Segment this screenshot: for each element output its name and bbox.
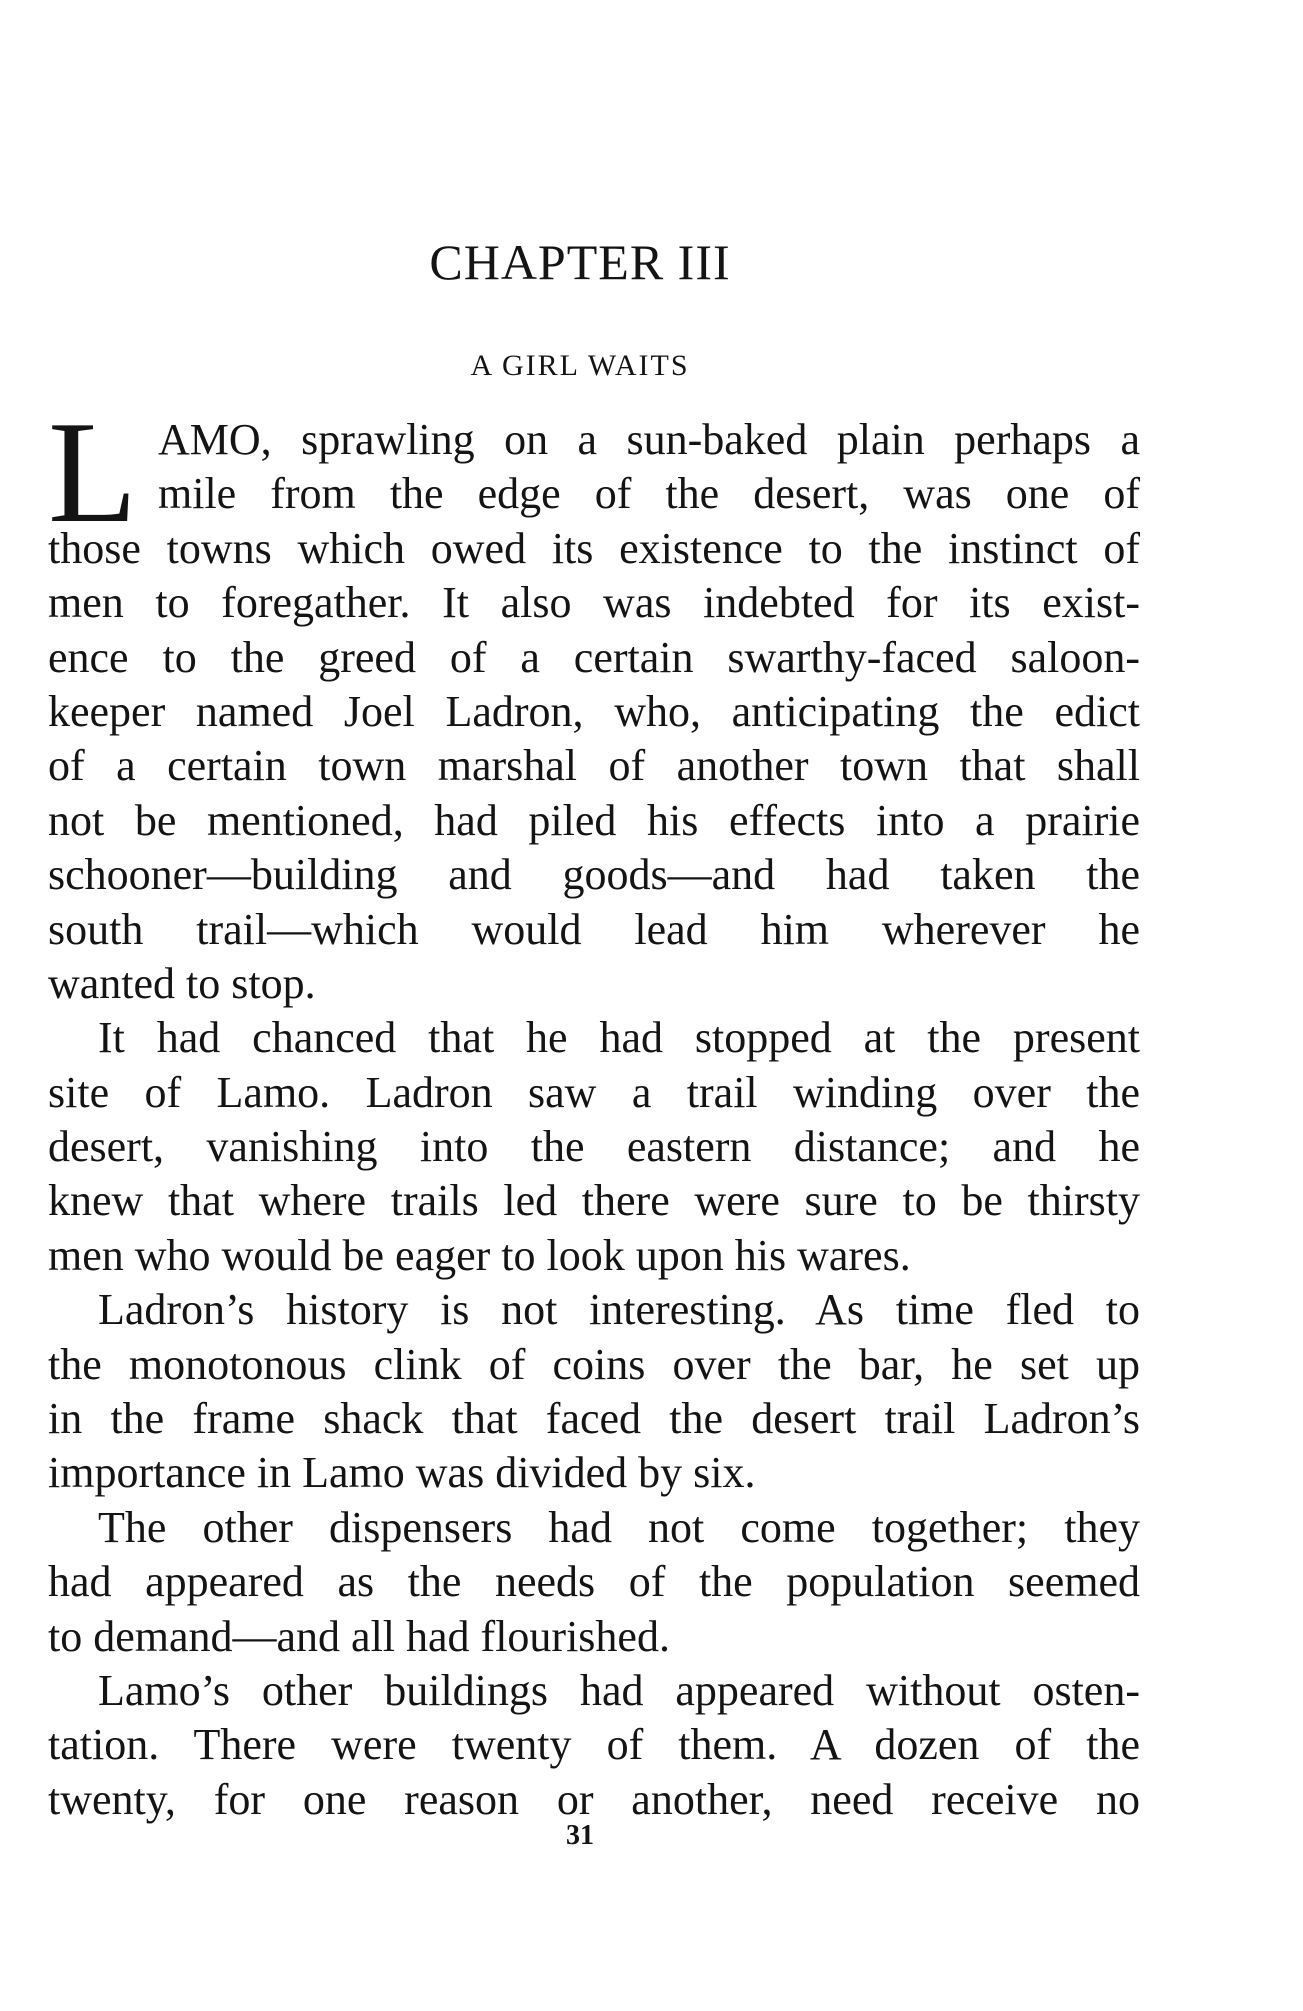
text-line: schooner—building and goods—and had taken the — [48, 850, 1140, 900]
text-line: site of Lamo. Ladron saw a trail winding over the — [48, 1067, 1140, 1117]
text-line: south trail—which would lead him wherever he — [48, 904, 1140, 954]
text-line: wanted to stop. — [48, 958, 316, 1008]
text-line: men to foregather. It also was indebted for its exist- — [48, 578, 1140, 628]
text-line: tation. There were twenty of them. A dozen of the — [48, 1720, 1140, 1770]
text-line: ence to the greed of a certain swarthy-faced saloon- — [48, 632, 1140, 682]
body-text — [48, 391, 1140, 1827]
chapter-subtitle: A GIRL WAITS — [470, 349, 690, 382]
text-line: men who would be eager to look upon his wares. — [48, 1230, 911, 1280]
text-line: the monotonous clink of coins over the bar, he set up — [48, 1339, 1140, 1389]
text-line: Lamo’s other buildings had appeared without osten- — [98, 1665, 1140, 1715]
text-line: those towns which owed its existence to the instinct of — [48, 523, 1140, 573]
text-line: importance in Lamo was divided by six. — [48, 1448, 756, 1498]
text-line: knew that where trails led there were sure to be thirsty — [48, 1176, 1140, 1226]
text-line: had appeared as the needs of the population seemed — [48, 1557, 1140, 1607]
drop-cap: L — [48, 391, 138, 553]
text-line: keeper named Joel Ladron, who, anticipating the edict — [48, 686, 1140, 736]
text-line: to demand—and all had flourished. — [48, 1611, 670, 1661]
chapter-title: CHAPTER III — [429, 234, 731, 290]
text-line: AMO, sprawling on a sun-baked plain perhaps a — [158, 415, 1140, 464]
text-line: The other dispensers had not come together; they — [98, 1502, 1140, 1552]
text-line: It had chanced that he had stopped at the present — [98, 1013, 1140, 1063]
text-line: of a certain town marshal of another town that shall — [48, 741, 1140, 791]
text-line: not be mentioned, had piled his effects into a prairie — [48, 795, 1140, 845]
text-line: twenty, for one reason or another, need receive no — [48, 1774, 1140, 1824]
text-line: in the frame shack that faced the desert trail Ladron’s — [48, 1394, 1140, 1444]
text-line: Ladron’s history is not interesting. As time fled to — [98, 1285, 1140, 1335]
text-line: desert, vanishing into the eastern distance; and he — [48, 1122, 1140, 1172]
page-number: 31 — [566, 1820, 594, 1851]
text-line: mile from the edge of the desert, was one of — [158, 469, 1140, 519]
